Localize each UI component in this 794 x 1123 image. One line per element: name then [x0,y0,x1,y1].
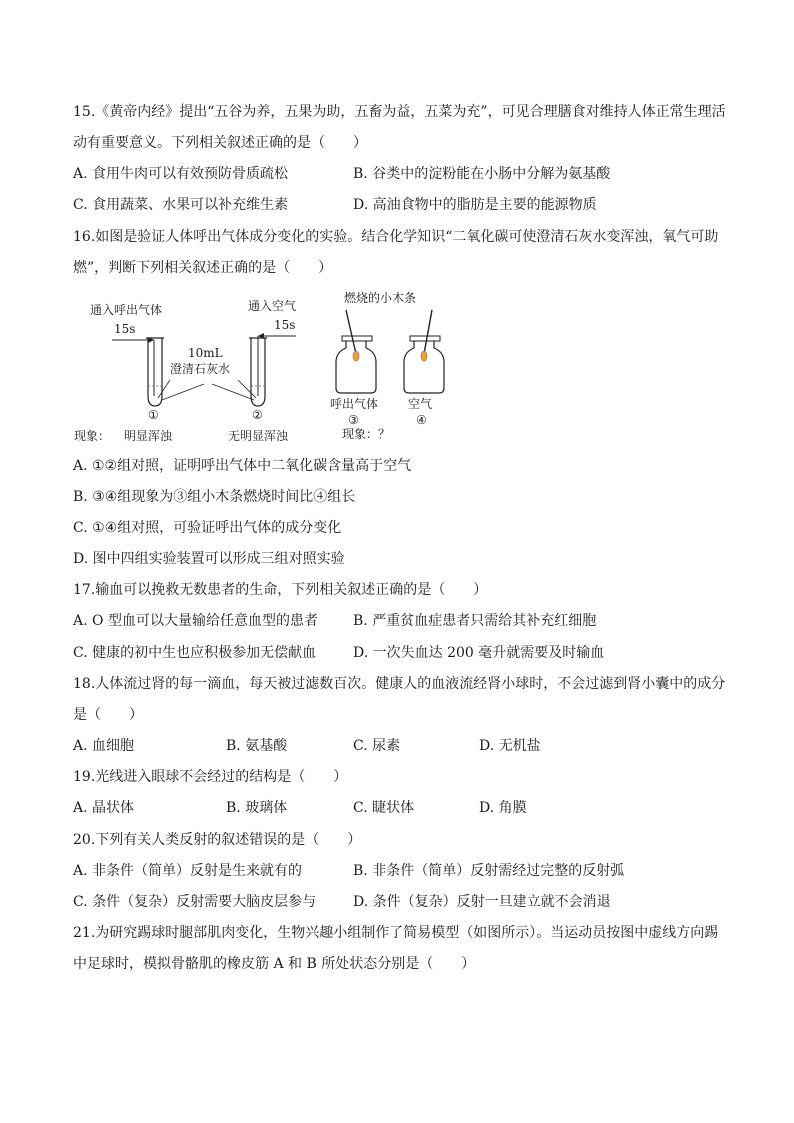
q17-option-b: B. 严重贫血症患者只需给其补充红细胞 [353,613,597,629]
label-air-in: 通入空气 [248,299,297,313]
bottle-3-number: ③ [348,413,359,427]
q15-option-b: B. 谷类中的淀粉能在小肠中分解为氨基酸 [353,166,611,182]
q21-stem-line2: 中足球时，模拟骨骼肌的橡皮筋 A 和 B 所处状态分别是（ ） [73,956,476,972]
tube-2 [249,333,296,406]
q20-option-a: A. 非条件（简单）反射是生来就有的 [73,863,303,879]
q17-option-c: C. 健康的初中生也应积极参加无偿献血 [73,645,317,661]
phenomenon-1: 明显浑浊 [124,429,173,443]
q19-option-c: C. 睫状体 [353,800,415,816]
q16-option-d: D. 图中四组实验装置可以形成三组对照实验 [73,551,345,567]
q20-option-c: C. 条件（复杂）反射需要大脑皮层参与 [73,894,317,910]
q18-option-b: B. 氨基酸 [226,738,288,754]
q17-option-d: D. 一次失血达 200 毫升就需要及时输血 [353,645,605,661]
q21-stem-line1: 21.为研究踢球时腿部肌肉变化，生物兴趣小组制作了简易模型（如图所示）。当运动员按图中虚线方向踢 [73,925,719,941]
q16-experiment-figure [70,288,470,448]
q16-option-b: B. ③④组现象为③组小木条燃烧时间比④组长 [73,489,356,505]
bottle-4 [404,310,444,393]
reagent-label: 澄清石灰水 [170,362,231,376]
bottle-3-label: 呼出气体 [330,397,379,411]
q18-option-a: A. 血细胞 [73,738,135,754]
phenomenon-34: 现象：？ [342,427,391,441]
volume-label: 10mL [188,346,223,360]
q19-option-a: A. 晶状体 [73,800,135,816]
q17-stem: 17.输血可以挽救无数患者的生命，下列相关叙述正确的是（ ） [73,582,488,598]
q18-stem-line2: 是（ ） [73,707,143,723]
phenomenon-label-12: 现象： [74,429,111,443]
q16-stem-line2: 燃”，判断下列相关叙述正确的是（ ） [73,260,333,276]
q20-option-b: B. 非条件（简单）反射需经过完整的反射弧 [353,863,625,879]
q20-stem: 20.下列有关人类反射的叙述错误的是（ ） [73,832,362,848]
tube-1 [112,337,164,406]
bottle-4-label: 空气 [408,397,433,411]
q15-option-d: D. 高油食物中的脂肪是主要的能源物质 [353,197,597,213]
q19-option-d: D. 角膜 [479,800,527,816]
bottle-3 [336,310,376,393]
q15-stem-line1: 15.《黄帝内经》提出“五谷为养，五果为助，五畜为益，五菜为充”，可见合理膳食对维持人体正常生理活 [73,104,726,120]
q16-stem-line1: 16.如图是验证人体呼出气体成分变化的实验。结合化学知识“二氧化碳可使澄清石灰水变浑浊，氧气可助 [73,229,719,245]
q16-option-a: A. ①②组对照，证明呼出气体中二氧化碳含量高于空气 [73,458,412,474]
burning-stick-label: 燃烧的小木条 [344,291,417,305]
tube-1-number: ① [148,408,159,422]
label-exhaled-in: 通入呼出气体 [90,303,163,317]
bottle-4-number: ④ [416,413,427,427]
q20-option-d: D. 条件（复杂）反射一旦建立就不会消退 [353,894,611,910]
q16-option-c: C. ①④组对照，可验证呼出气体的成分变化 [73,520,342,536]
q17-option-a: A. O 型血可以大量输给任意血型的患者 [73,613,318,629]
phenomenon-2: 无明显浑浊 [228,429,289,443]
q19-stem: 19.光线进入眼球不会经过的结构是（ ） [73,769,348,785]
q15-option-c: C. 食用蔬菜、水果可以补充维生素 [73,197,289,213]
time-right: 15s [274,318,296,332]
q18-stem-line1: 18.人体流过肾的每一滴血，每天被过滤数百次。健康人的血液流经肾小球时，不会过滤到肾小囊中的成分 [73,676,726,692]
q19-option-b: B. 玻璃体 [226,800,288,816]
time-left: 15s [114,322,136,336]
q18-option-c: C. 尿素 [353,738,401,754]
tube-2-number: ② [252,408,263,422]
q15-stem-line2: 动有重要意义。下列相关叙述正确的是（ ） [73,135,367,151]
q15-option-a: A. 食用牛肉可以有效预防骨质疏松 [73,166,289,182]
q18-option-d: D. 无机盐 [479,738,541,754]
